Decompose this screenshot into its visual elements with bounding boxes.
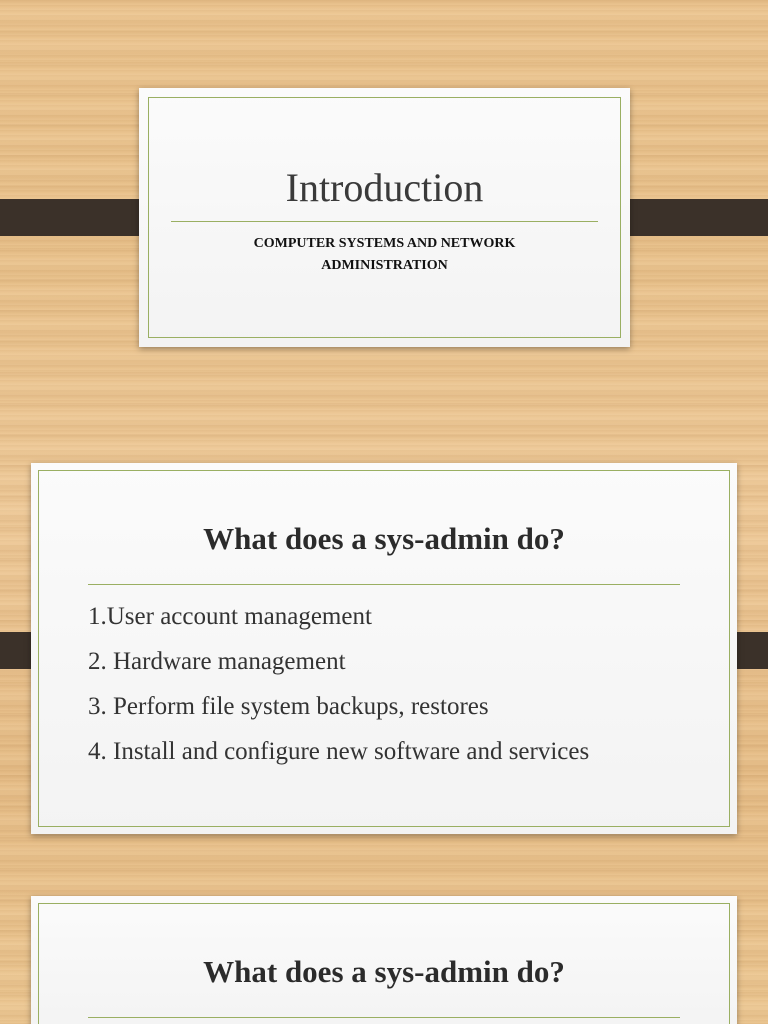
title-divider — [171, 221, 598, 222]
right-band-slide-1 — [613, 199, 768, 236]
slide-title: Introduction — [285, 165, 484, 210]
slide-subtitle: COMPUTER SYSTEMS AND NETWORK ADMINISTRATION — [253, 236, 516, 273]
slide-frame — [148, 97, 621, 338]
slide-title: What does a sys-admin do? — [203, 954, 565, 989]
list-item: 2. Hardware management — [88, 648, 346, 675]
list-item: 4. Install and configure new software and services — [88, 738, 590, 765]
list-item: 1.User account management — [88, 603, 372, 630]
title-divider — [88, 1017, 680, 1018]
list-item: 3. Perform file system backups, restores — [88, 693, 489, 720]
title-slide — [139, 88, 630, 347]
content-slide-partial — [31, 896, 737, 1024]
content-slide — [31, 463, 737, 834]
left-band-slide-1 — [0, 199, 155, 236]
slide-title: What does a sys-admin do? — [203, 521, 565, 556]
title-divider — [88, 584, 680, 585]
duties-list — [88, 594, 589, 774]
